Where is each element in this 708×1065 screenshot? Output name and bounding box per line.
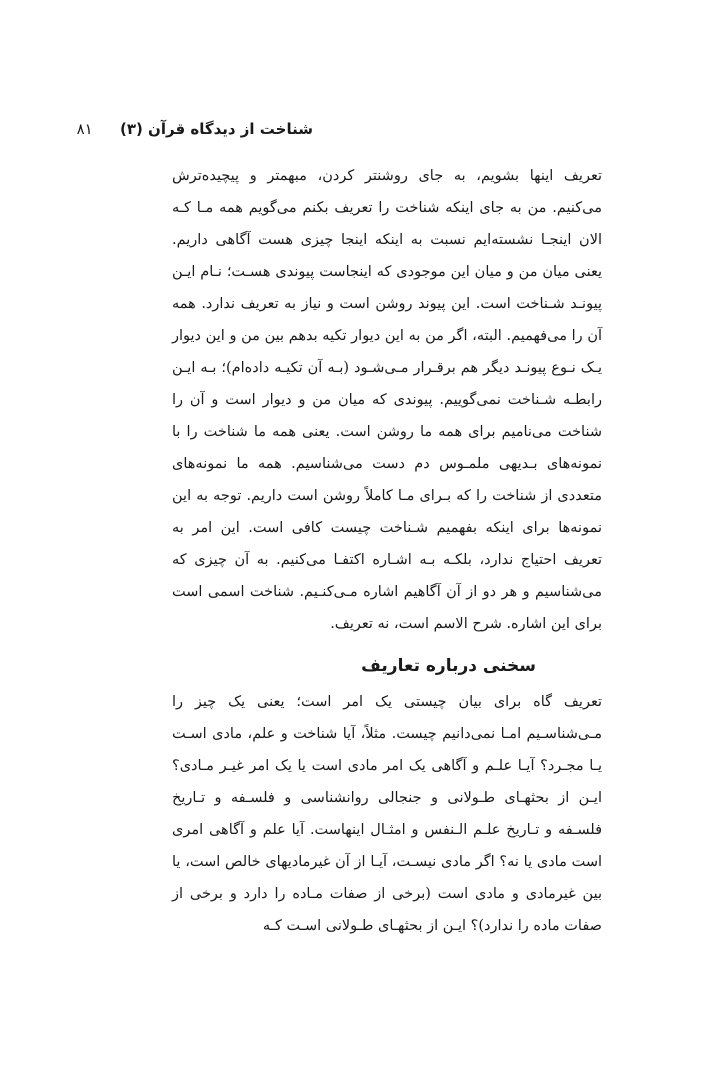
- paragraph: تعریف گاه برای بیان چیستی یک امر است؛ یعنی یک چیز را مـی‌شناسـیم امـا نمی‌دانیم چیست. مثلاً، آیا شناخت و علم، مادی اسـت یـا مجـرد؟ آیـا علـم و آگاهی یک امر مادی است یا یک امر غیـر مـادی؟ ایـن از بحثهـای طـولانی و جنجالی روانشناسی و فلسـفه و تـاریخ فلسـفه و تـاریخ علـم الـنفس و امثـال اینهاست. آیا علم و آگاهی امری است مادی یا نه؟ اگر مادی نیسـت، آیـا از آن غیرمادیهای خالص است، یا بین غیرمادی و مادی است (برخی از صفات مـاده را دارد و برخی از صفات ماده را ندارد)؟ ایـن از بحثهـای طـولانی اسـت کـه: [172, 694, 602, 934]
- running-header: [77, 120, 313, 138]
- body-text-block-1: [172, 160, 602, 640]
- header-title: شناخت از دیدگاه قرآن (۳): [119, 120, 313, 138]
- section-heading: سخنی درباره تعاریف: [361, 656, 536, 676]
- body-text-block-2: [172, 686, 602, 942]
- paragraph: تعریف اینها بشویم، به جای روشنتر کردن، مبهمتر و پیچیده‌ترش می‌کنیم. من به جای اینکه شناخت را تعریف بکنم می‌گویم همه مـا کـه الان اینجـا نشسته‌ایم نسبت به اینکه اینجا چیزی هست آگاهی داریم. یعنی میان من و میان این موجودی که اینجاست پیوندی هسـت؛ نـام ایـن پیونـد شـناخت است. این پیوند روشن است و نیاز به تعریف ندارد. همه آن را می‌فهمیم. البته، اگر من به این دیوار تکیه بدهم بین من و این دیوار یـک نـوع پیونـد دیگر هم برقـرار مـی‌شـود (بـه آن تکیـه داده‌ام)؛ بـه ایـن رابطـه شـناخت نمی‌گوییم. پیوندی که میان من و دیوار است و آن را شناخت می‌نامیم برای همه ما روشن است. یعنی همه ما شناخت را با نمونه‌های بـدیهی ملمـوس دم دست می‌شناسیم. همه ما نمونه‌های متعددی از شناخت را که بـرای مـا کاملاً روشن است داریم. توجه به این نمونه‌ها برای اینکه بفهمیم شـناخت چیست کافی است. این امر به تعریف احتیاج ندارد، بلکـه بـه اشـاره اکتفـا می‌کنیم. به آن چیزی که می‌شناسیم و هر دو از آن آگاهیم اشاره مـی‌کنـیم. شناخت اسمی است برای این اشاره. شرح الاسم است، نه تعریف.: [172, 168, 602, 632]
- page-number: ۸۱: [76, 120, 93, 138]
